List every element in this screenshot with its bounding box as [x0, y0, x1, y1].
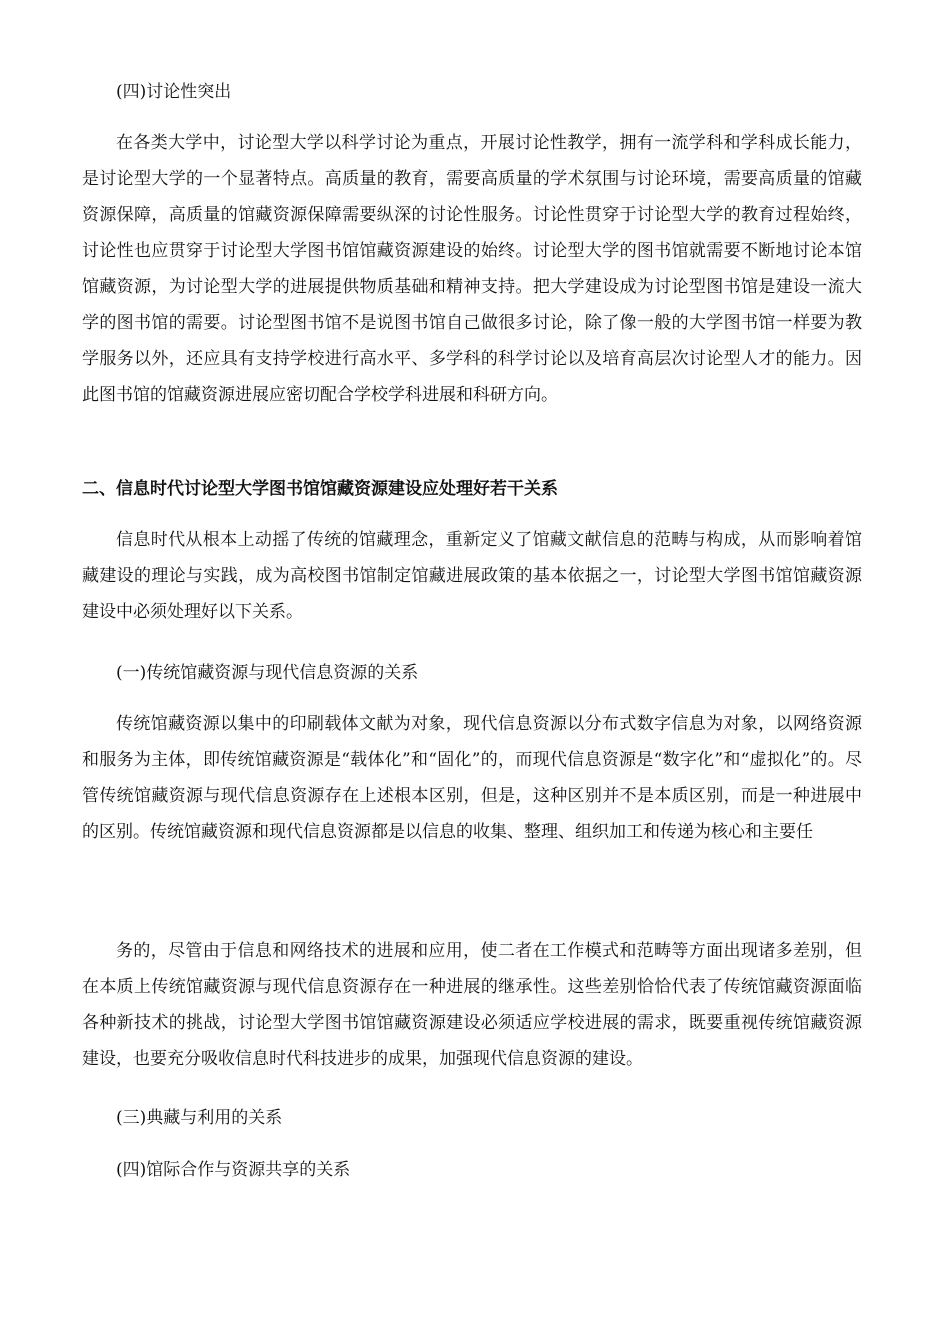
subheading-research-prominent: (四)讨论性突出 [116, 82, 232, 102]
paragraph-traditional-2: 务的，尽管由于信息和网络技术的进展和应用，使二者在工作模式和范畴等方面出现诸多差别，但在本质上传统馆藏资源与现代信息资源存在一种进展的继承性。这些差别恰恰代表了传统馆藏资源面临各种新技术的挑战，讨论型大学图书馆馆藏资源建设必须适应学校进展的需求，既要重视传统馆藏资源建设，也要充分吸收信息时代科技进步的成果，加强现代信息资源的建设。 [82, 941, 862, 1069]
subheading-traditional-modern: (一)传统馆藏资源与现代信息资源的关系 [116, 663, 419, 683]
paragraph-research: 在各类大学中，讨论型大学以科学讨论为重点，开展讨论性教学，拥有一流学科和学科成长能力，是讨论型大学的一个显著特点。高质量的教育，需要高质量的学术氛围与讨论环境，需要高质量的馆藏资源保障，高质量的馆藏资源保障需要纵深的讨论性服务。讨论性贯穿于讨论型大学的教育过程始终，讨论性也应贯穿于讨论型大学图书馆馆藏资源建设的始终。讨论型大学的图书馆就需要不断地讨论本馆馆藏资源，为讨论型大学的进展提供物质基础和精神支持。把大学建设成为讨论型图书馆是建设一流大学的图书馆的需要。讨论型图书馆不是说图书馆自己做很多讨论，除了像一般的大学图书馆一样要为教学服务以外，还应具有支持学校进行高水平、多学科的科学讨论以及培育高层次讨论型人才的能力。因此图书馆的馆藏资源进展应密切配合学校学科进展和科研方向。 [82, 133, 862, 405]
subheading-collection-use: (三)典藏与利用的关系 [116, 1108, 283, 1128]
subheading-cooperation: (四)馆际合作与资源共享的关系 [116, 1160, 351, 1180]
section-heading-two: 二、信息时代讨论型大学图书馆馆藏资源建设应处理好若干关系 [82, 479, 558, 499]
paragraph-traditional-1: 传统馆藏资源以集中的印刷载体文献为对象，现代信息资源以分布式数字信息为对象，以网络资源和服务为主体，即传统馆藏资源是“载体化”和“固化”的，而现代信息资源是“数字化”和“虚拟化”的。尽管传统馆藏资源与现代信息资源存在上述根本区别，但是，这种区别并不是本质区别，而是一种进展中的区别。传统馆藏资源和现代信息资源都是以信息的收集、整理、组织加工和传递为核心和主要任 [82, 714, 862, 842]
paragraph-info-age: 信息时代从根本上动摇了传统的馆藏理念，重新定义了馆藏文献信息的范畴与构成，从而影响着馆藏建设的理论与实践，成为高校图书馆制定馆藏进展政策的基本依据之一，讨论型大学图书馆馆藏资源建设中必须处理好以下关系。 [82, 530, 862, 622]
